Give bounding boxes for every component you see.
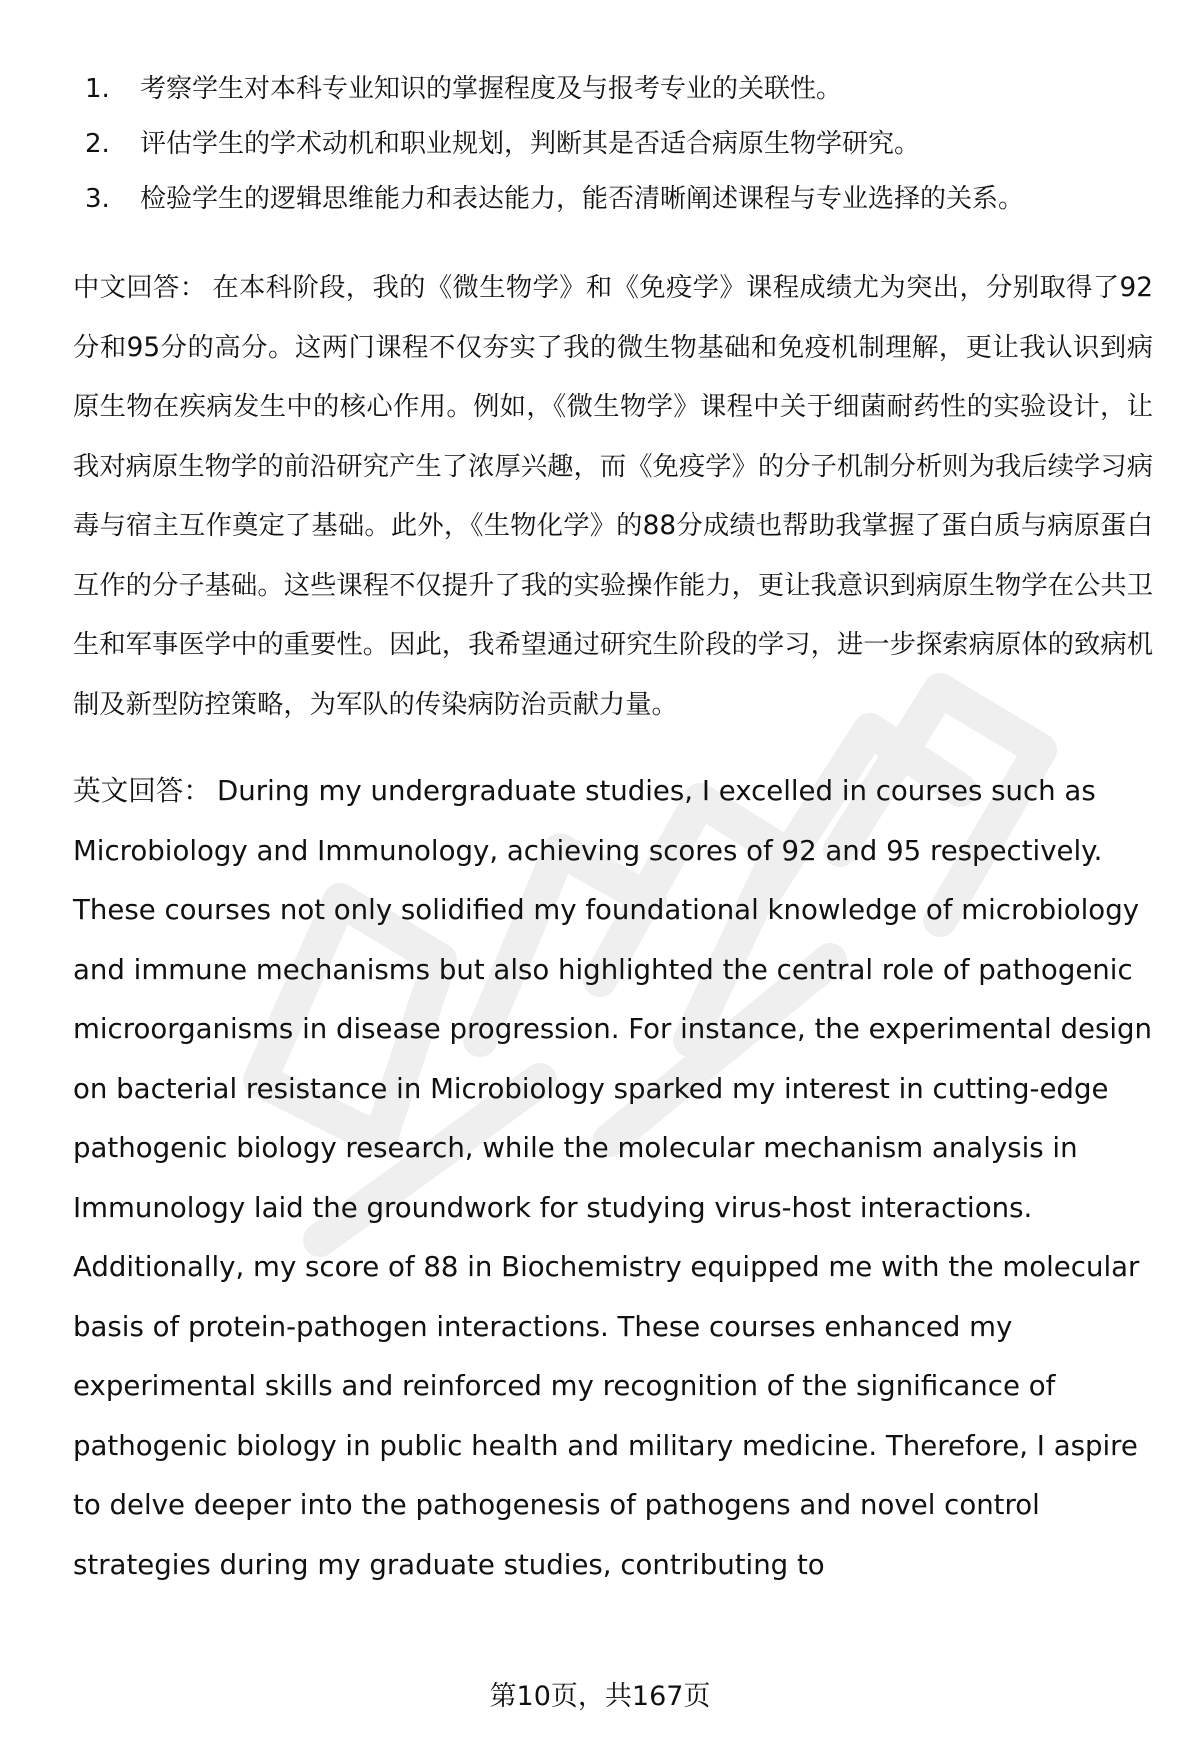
document-body: [73, 62, 1153, 1594]
criteria-text: 考察学生对本科专业知识的掌握程度及与报考专业的关联性。: [140, 74, 843, 104]
criteria-item: [73, 172, 1153, 227]
criteria-number: 1.: [85, 74, 110, 104]
criteria-text: 评估学生的学术动机和职业规划，判断其是否适合病原生物学研究。: [140, 129, 921, 159]
criteria-text: 检验学生的逻辑思维能力和表达能力，能否清晰阐述课程与专业选择的关系。: [140, 184, 1025, 214]
chinese-answer-text: 在本科阶段，我的《微生物学》和《免疫学》课程成绩尤为突出，分别取得了92分和95分的高分。这两门课程不仅夯实了我的微生物基础和免疫机制理解，更让我认识到病原生物在疾病发生中的核心作用。例如，《微生物学》课程中关于细菌耐药性的实验设计，让我对病原生物学的前沿研究产生了浓厚兴趣，而《免疫学》的分子机制分析则为我后续学习病毒与宿主互作奠定了基础。此外，《生物化学》的88分成绩也帮助我掌握了蛋白质与病原蛋白互作的分子基础。这些课程不仅提升了我的实验操作能力，更让我意识到病原生物学在公共卫生和军事医学中的重要性。因此，我希望通过研究生阶段的学习，进一步探索病原体的致病机制及新型防控策略，为军队的传染病防治贡献力量。: [73, 273, 1153, 720]
criteria-item: [73, 62, 1153, 117]
english-answer: [73, 761, 1153, 1594]
english-answer-text: During my undergraduate studies, I excelled in courses such as Microbiology and Immunology, achieving scores of 92 and 95 respectively. These courses not only solidified my foundational knowledge of microbiology and immune mechanisms but also highlighted the central role of pathogenic microorganisms in disease progression. For instance, the experimental design on bacterial resistance in Microbiology sparked my interest in cutting-edge pathogenic biology research, while the molecular mechanism analysis in Immunology laid the groundwork for studying virus-host interactions. Additionally, my score of 88 in Biochemistry equipped me with the molecular basis of protein-pathogen interactions. These courses enhanced my experimental skills and reinforced my recognition of the significance of pathogenic biology in public health and military medicine. Therefore, I aspire to delve deeper into the pathogenesis of pathogens and novel control strategies during my graduate studies, contributing to: [73, 774, 1153, 1581]
criteria-item: [73, 117, 1153, 172]
criteria-number: 3.: [85, 184, 110, 214]
criteria-number: 2.: [85, 129, 110, 159]
chinese-answer-label: 中文回答：: [73, 273, 207, 303]
chinese-answer: [73, 259, 1153, 735]
page-number: 第10页，共167页: [489, 1681, 711, 1712]
english-answer-label: 英文回答：: [73, 774, 211, 807]
evaluation-criteria-list: [73, 62, 1153, 227]
